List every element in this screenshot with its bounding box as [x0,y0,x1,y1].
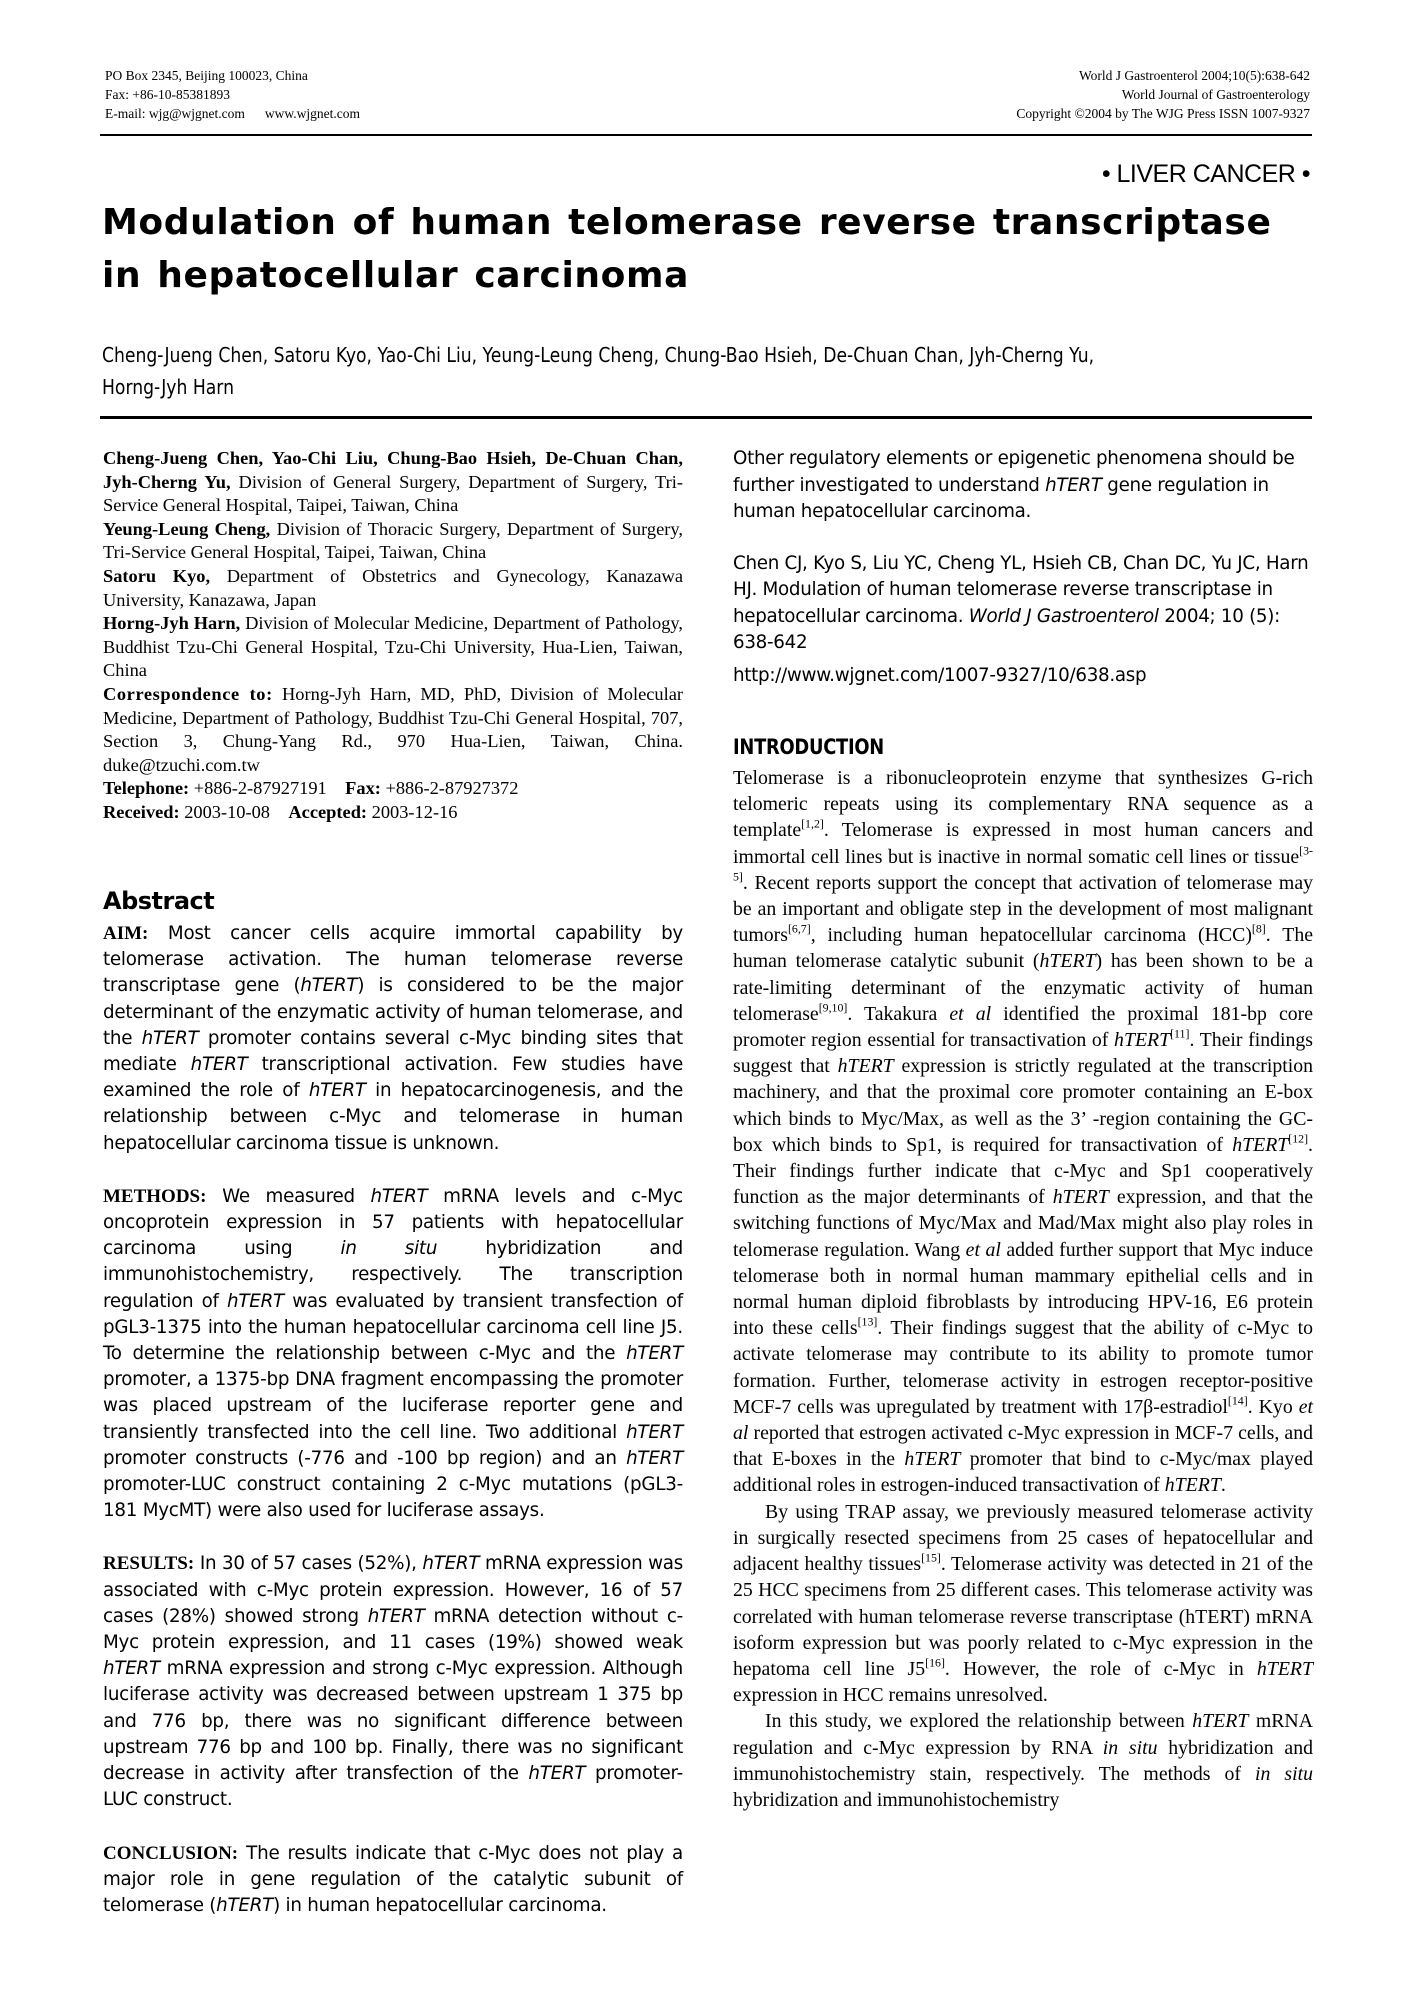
journal-website[interactable]: www.wjgnet.com [264,106,361,121]
italic-term: et al [965,1238,1001,1261]
bold-label: Correspondence to: [103,683,273,704]
journal-contact-block [105,66,360,123]
italic-term: hTERT [1256,1657,1313,1680]
journal-issue: World J Gastroenterol 2004;10(5):638-642 [1079,68,1310,83]
bold-label: Fax: [345,778,381,799]
article-title: Modulation of human telomerase reverse transcriptase in hepatocellular carcinoma [102,202,1272,296]
bold-label: Telephone: [103,778,190,799]
italic-term: hTERT [141,1027,199,1049]
reference-citation[interactable]: [3-5] [733,843,1313,884]
bold-label: Cheng-Jueng Chen, Yao-Chi Liu, Chung-Bao Hsieh, De-Chuan Chan, Jyh-Cherng Yu, [103,448,683,492]
abstract-text: Most cancer cells acquire immortal capability by telomerase activation. The human telomerase reverse transcriptase gene (hTERT) is considered to be the major determinant of the enzymatic activity of human telomerase, and the hTERT promoter contains several c-Myc binding sites that mediate hTERT transcriptional activation. Few studies have examined the role of hTERT in hepatocarcinogenesis, and the relationship between c-Myc and telomerase in human hepatocellular carcinoma tissue is unknown. [103,923,683,1154]
italic-term: hTERT [837,1055,894,1078]
abstract-conclusion [103,1841,683,1920]
contact-numbers: Telephone: +886-2-87927191 Fax: +886-2-87927372 [103,778,519,799]
affiliation: Horng-Jyh Harn, Division of Molecular Medicine, Department of Pathology, Buddhist Tzu-Chi General Hospital, Tzu-Chi University, Hua-Lien, Taiwan, China [103,613,684,681]
italic-term: hTERT [1039,950,1096,973]
bold-label: Horng-Jyh Harn, [103,613,241,634]
journal-email-web [105,104,360,123]
affiliations-block [103,447,683,825]
affiliation: Cheng-Jueng Chen, Yao-Chi Liu, Chung-Bao Hsieh, De-Chuan Chan, Jyh-Cherng Yu, Division of General Surgery, Department of Surgery, Tri-Service General Hospital, Taipei, Taiwan, China [103,448,683,516]
italic-term: hTERT [626,1343,683,1365]
introduction-body [733,765,1313,1813]
citation: Chen CJ, Kyo S, Liu YC, Cheng YL, Hsieh CB, Chan DC, Yu JC, Harn HJ. Modulation of human telomerase reverse transcriptase in hepatocellular carcinoma. World J Gastroenterol 2004; 10 (5): 638-642 [733,552,1309,653]
italic-term: hTERT [904,1448,961,1471]
reference-citation[interactable]: [9,10] [818,1000,848,1015]
italic-term: hTERT [1114,1029,1171,1052]
reference-citation[interactable]: [15] [921,1550,941,1565]
italic-term: hTERT [300,975,358,997]
reference-citation[interactable]: [8] [1251,921,1266,936]
italic-term: hTERT [1192,1710,1249,1733]
italic-term: hTERT [190,1054,248,1076]
reference-citation[interactable]: [14] [1227,1393,1248,1408]
abstract-body [103,921,683,1946]
abstract-continuation: Other regulatory elements or epigenetic phenomena should be further investigated to understand hTERT gene regulation in human hepatocellular carcinoma. [733,448,1295,522]
correspondence: Correspondence to: Horng-Jyh Harn, MD, PhD, Division of Molecular Medicine, Department of Pathology, Buddhist Tzu-Chi General Hospital, 707, Section 3, Chung-Yang Rd., 970 Hua-Lien, Taiwan, China. duke@tzuchi.com.tw [103,683,683,775]
introduction-paragraph: By using TRAP assay, we previously measured telomerase activity in surgically resected specimens from 25 cases of hepatocellular and adjacent healthy tissues[15]. Telomerase activity was detected in 21 of the 25 HCC specimens from 25 different cases. This telomerase activity was correlated with human telomerase reverse transcriptase (hTERT) mRNA isoform expression but was poorly related to c-Myc expression in the hepatoma cell line J5[16]. However, the role of c-Myc in hTERT expression in HCC remains unresolved. [733,1500,1313,1707]
italic-term: hTERT [216,1894,274,1916]
italic-term: hTERT [103,1658,160,1680]
journal-citation-block [1016,66,1310,123]
abstract-continuation-block [733,446,1313,714]
italic-term: hTERT [227,1290,284,1312]
introduction-paragraph: In this study, we explored the relationship between hTERT mRNA regulation and c-Myc expression by RNA in situ hybridization and immunohistochemistry stain, respectively. The methods of in situ hybridization and immunohistochemistry [733,1710,1313,1811]
abstract-methods [103,1184,683,1525]
abstract-heading: Abstract [103,887,215,915]
reference-citation[interactable]: [1,2] [801,817,824,832]
italic-term: hTERT [1045,474,1102,496]
italic-term: in situ [1102,1736,1158,1759]
italic-term: hTERT [1232,1133,1289,1156]
reference-citation[interactable]: [11] [1170,1026,1190,1041]
italic-term: hTERT [422,1553,480,1575]
abstract-text: The results indicate that c-Myc does not play a major role in gene regulation of the catalytic subunit of telomerase (hTERT) in human hepatocellular carcinoma. [103,1842,683,1916]
section-tag: • LIVER CANCER • [1101,160,1310,188]
reference-citation[interactable]: [6,7] [787,921,811,936]
abstract-text: We measured hTERT mRNA levels and c-Myc oncoprotein expression in 57 patients with hepatocellular carcinoma using in situ hybridization and immunohistochemistry, respectively. The transcription regulation of hTERT was evaluated by transient transfection of pGL3-1375 into the human hepatocellular carcinoma cell line J5. To determine the relationship between c-Myc and the hTERT promoter, a 1375-bp DNA fragment encompassing the promoter was placed upstream of the luciferase reporter gene and transiently transfected into the cell line. Two additional hTERT promoter constructs (-776 and -100 bp region) and an hTERT promoter-LUC construct containing 2 c-Myc mutations (pGL3-181 MycMT) were also used for luciferase assays. [103,1185,683,1522]
affiliation: Yeung-Leung Cheng, Division of Thoracic Surgery, Department of Surgery, Tri-Service General Hospital, Taipei, Taiwan, China [103,518,683,563]
header-divider [100,134,1312,136]
abstract-results [103,1551,683,1813]
bold-label: Yeung-Leung Cheng, [103,518,271,539]
italic-term: in situ [340,1238,438,1260]
italic-term: hTERT [1164,1474,1221,1497]
bold-label: Satoru Kyo, [103,565,211,586]
italic-term: hTERT [370,1185,428,1207]
author-list: Cheng-Jueng Chen, Satoru Kyo, Yao-Chi Liu, Yeung-Leung Cheng, Chung-Bao Hsieh, De-Chuan Chan, Jyh-Cherng Yu, Horng-Jyh Harn [102,343,1095,399]
introduction-paragraph: Telomerase is a ribonucleoprotein enzyme that synthesizes G-rich telomeric repeats using its complementary RNA sequence as a template[1,2]. Telomerase is expressed in most human cancers and immortal cell lines but is inactive in normal somatic cell lines or tissue[3-5]. Recent reports support the concept that activation of telomerase may be an important and obligate step in the development of most malignant tumors[6,7], including human hepatocellular carcinoma (HCC)[8]. The human telomerase catalytic subunit (hTERT) has been shown to be a rate-limiting determinant of the enzymatic activity of human telomerase[9,10]. Takakura et al identified the proximal 181-bp core promoter region essential for transactivation of hTERT[11]. Their findings suggest that hTERT expression is strictly regulated at the transcription machinery, and that the proximal core promoter containing an E-box which binds to Myc/Max, as well as the 3’ -region containing the GC-box which binds to Sp1, is required for transactivation of hTERT[12]. Their findings further indicate that c-Myc and Sp1 cooperatively function as the major determinants of hTERT expression, and that the switching functions of Myc/Max and Mad/Max might also play roles in telomerase regulation. Wang et al added further support that Myc induce telomerase both in normal human mammary epithelial cells and in normal human diploid fibroblasts by introducing HPV-16, E6 protein into these cells[13]. Their findings suggest that the ability of c-Myc to activate telomerase may contribute to its ability to promote tumor formation. Further, telomerase activity in estrogen receptor-positive MCF-7 cells was upregulated by treatment with 17β-estradiol[14]. Kyo et al reported that estrogen activated c-Myc expression in MCF-7 cells, and that E-boxes in the hTERT promoter that bind to c-Myc/max played additional roles in estrogen-induced transactivation of hTERT. [733,767,1314,1497]
italic-term: hTERT [528,1763,586,1785]
italic-term: hTERT [367,1605,425,1627]
italic-term: et al [949,1002,992,1025]
article-url-link[interactable]: http://www.wjgnet.com/1007-9327/10/638.asp [733,664,1147,686]
reference-citation[interactable]: [16] [925,1655,945,1670]
journal-copyright: Copyright ©2004 by The WJG Press ISSN 1007-9327 [1016,106,1310,121]
reference-citation[interactable]: [13] [857,1314,878,1329]
title-divider [100,416,1312,419]
bold-label: Received: [103,801,180,822]
italic-term: hTERT [626,1447,683,1469]
italic-term: et al [733,1395,1314,1445]
reference-citation[interactable]: [12] [1288,1131,1309,1146]
italic-term: hTERT [1052,1186,1109,1209]
abstract-label: CONCLUSION: [103,1842,239,1864]
abstract-label: METHODS: [103,1185,207,1207]
abstract-text: In 30 of 57 cases (52%), hTERT mRNA expression was associated with c-Myc protein expression. However, 16 of 57 cases (28%) showed strong hTERT mRNA detection without c-Myc protein expression, and 11 cases (19%) showed weak hTERT mRNA expression and strong c-Myc expression. Although luciferase activity was decreased between upstream 1 375 bp and 776 bp, there was no significant difference between upstream 776 bp and 100 bp. Finally, there was no significant decrease in activity after transfection of the hTERT promoter-LUC construct. [103,1553,683,1811]
italic-term: hTERT [626,1421,683,1443]
received-accepted-dates: Received: 2003-10-08 Accepted: 2003-12-16 [103,801,458,822]
abstract-label: AIM: [103,923,149,944]
abstract-label: RESULTS: [103,1553,195,1575]
abstract-aim [103,921,683,1157]
introduction-heading: INTRODUCTION [733,735,884,759]
affiliation: Satoru Kyo, Department of Obstetrics and Gynecology, Kanazawa University, Kanazawa, Japan [103,565,683,610]
journal-fax: Fax: +86-10-85381893 [105,87,230,102]
bold-label: Accepted: [288,801,368,822]
journal-name: World Journal of Gastroenterology [1121,87,1310,102]
journal-address: PO Box 2345, Beijing 100023, China [105,68,308,83]
italic-term: World J Gastroenterol [968,605,1159,627]
italic-term: hTERT [308,1080,366,1102]
journal-email[interactable]: E-mail: wjg@wjgnet.com [105,106,245,121]
italic-term: in situ [1255,1762,1313,1785]
